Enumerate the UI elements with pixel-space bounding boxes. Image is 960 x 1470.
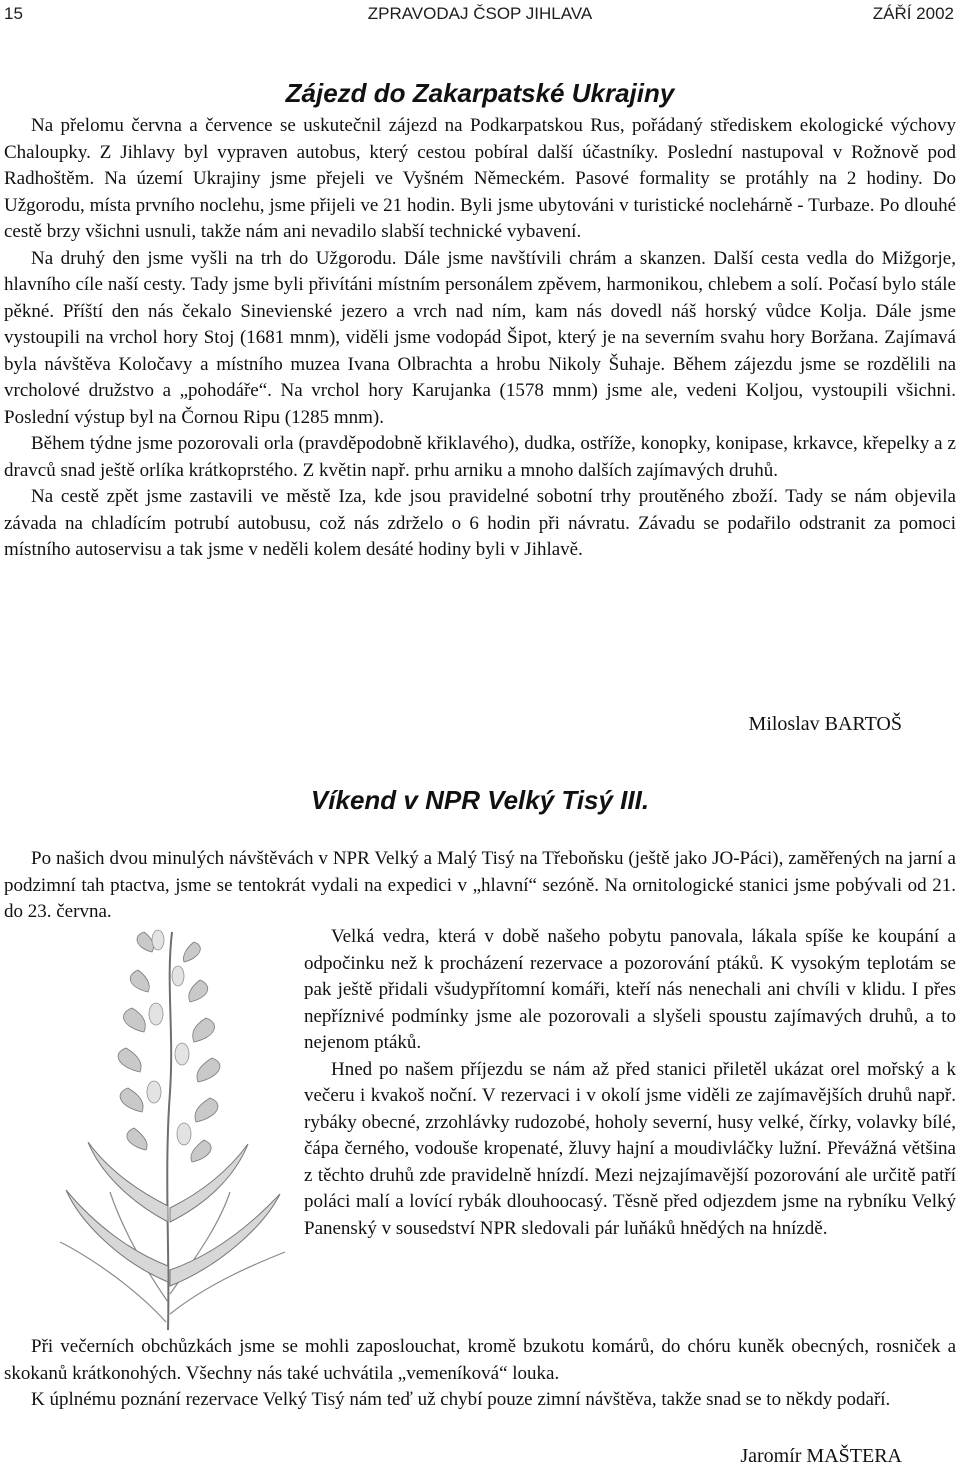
article2-closing: [4, 1334, 956, 1414]
article1-paragraph: Na cestě zpět jsme zastavili ve městě Iza, kde jsou pravidelné sobotní trhy proutěného zboží. Tady se nám objevila závada na chladícím potrubí autobusu, což nás zdrželo o 6 hodin při návratu. Závadu se podařilo odstranit za pomoci místního autoservisu a tak jsme v neděli kolem desáté hodiny byli v Jihlavě.: [4, 486, 956, 560]
article1-paragraph: Na druhý den jsme vyšli na trh do Užgorodu. Dále jsme navštívili chrám a skanzen. Další cesta vedla do Mižgorje, hlavního cíle naší cesty. Tady jsme byli přivítáni místním personálem zpěvem, harmonikou, chlebem a solí. Počasí bylo stále pěkné. Příští den nás čekalo Sinevienské jezero a vrch nad ním, kam nás dovedl náš horský vůdce Kolja. Dále jsme vystoupili na vrchol hory Stoj (1681 mnm), viděli jsme vodopád Šipot, který je na severním svahu hory Boržana. Zajímavá byla návštěva Koločavy a místního muzea Ivana Olbrachta a hrobu Nikoly Šuhaje. Během zájezdu jsme se rozdělili na vrcholové družstvo a „pohodáře“. Na vrchol hory Karujanka (1578 mnm) jsme ale, vedeni Koljou, vystoupili všichni. Poslední výstup byl na Čornou Ripu (1285 mnm).: [4, 247, 956, 428]
article1-author: Miloslav BARTOŠ: [748, 713, 902, 735]
article1-body: [4, 113, 956, 564]
article2-column: [304, 924, 956, 1242]
article2-intro-block: [4, 846, 956, 926]
article2-intro: Po našich dvou minulých návštěvách v NPR Velký a Malý Tisý na Třeboňsku (ještě jako JO-Páci), zaměřených na jarní a podzimní tah ptactva, jsme se tentokrát vydali na expedici v „hlavní“ sezóně. Na ornitologické stanici jsme pobývali od 21. do 23. června.: [4, 848, 956, 922]
orchid-drawing: [40, 922, 296, 1330]
orchid-illustration: [40, 922, 296, 1330]
article2-column-paragraph: Velká vedra, která v době našeho pobytu panovala, lákala spíše ke koupání a odpočinku než k procházení rezervace a pozorování ptáků. K vysokým teplotám se pak ještě přidali všudypřítomní komáři, kteří nás nenechali ani chvíli v klidu. I přes nepříznivé podmínky jsme ale pozorovali a slyšeli spoustu zajímavých druhů, a to nejenom ptáků.: [304, 926, 956, 1053]
page-header: [0, 0, 960, 30]
journal-name: ZPRAVODAJ ČSOP JIHLAVA: [367, 4, 593, 23]
article2-column-paragraph: Hned po našem příjezdu se nám až před stanici přiletěl ukázat orel mořský a k večeru i kvakoš noční. V rezervaci i v okolí jsme viděli ze zajímavějších druhů např. rybáky obecné, zrzohlávky rudozobé, hoholy severní, husy velké, čírky, volavky bílé, čápa černého, vodouše kropenaté, žluvy hajní a moudivláčky lužní. Převážná většina z těchto druhů zde pravidelně hnízdí. Mezi nejzajímavější pozorování ale určitě patří poláci malí a lovící rybák dlouhoocasý. Těsně před odjezdem jsme na rybníku Velký Panenský v sousedství NPR sledovali pár luňáků hnědých na hnízdě.: [304, 1058, 956, 1239]
article2-title: Víkend v NPR Velký Tisý III.: [310, 785, 650, 815]
article1-paragraph: Na přelomu června a července se uskutečnil zájezd na Podkarpatskou Rus, pořádaný střediskem ekologické výchovy Chaloupky. Z Jihlavy byl vypraven autobus, který cestou pobíral další účastníky. Poslední nastupoval v Rožnově pod Radhoštěm. Na území Ukrajiny jsme přejeli ve Vyšném Německém. Pasové formality se protáhly na 2 hodiny. Do Užgorodu, místa prvního noclehu, jsme přijeli ve 21 hodin. Byli jsme ubytováni v turistické noclehárně - Turbaze. Po dlouhé cestě brzy všichni usnuli, takže nám ani nevadilo slabší technické vybavení.: [4, 115, 956, 242]
article1-title: Zájezd do Zakarpatské Ukrajiny: [285, 78, 675, 108]
article1-paragraph: Během týdne jsme pozorovali orla (pravděpodobně křiklavého), dudka, ostříže, konopky, konipase, krkavce, křepelky a z dravců snad ještě orlíka krátkoprstého. Z květin např. prhu arniku a mnoho dalších zajímavých druhů.: [4, 433, 956, 481]
article2-author: Jaromír MAŠTERA: [740, 1445, 902, 1467]
page-number: 15: [4, 4, 23, 23]
issue-date: ZÁŘÍ 2002: [872, 4, 954, 23]
article2-closing-paragraph: K úplnému poznání rezervace Velký Tisý nám teď už chybí pouze zimní návštěva, takže snad se to někdy podaří.: [31, 1389, 891, 1410]
article2-closing-paragraph: Při večerních obchůzkách jsme se mohli zaposlouchat, kromě bzukotu komárů, do chóru kuněk obecných, rosniček a skokanů krátkonohých. Všechny nás také uchvátila „vemeníková“ louka.: [4, 1336, 956, 1384]
